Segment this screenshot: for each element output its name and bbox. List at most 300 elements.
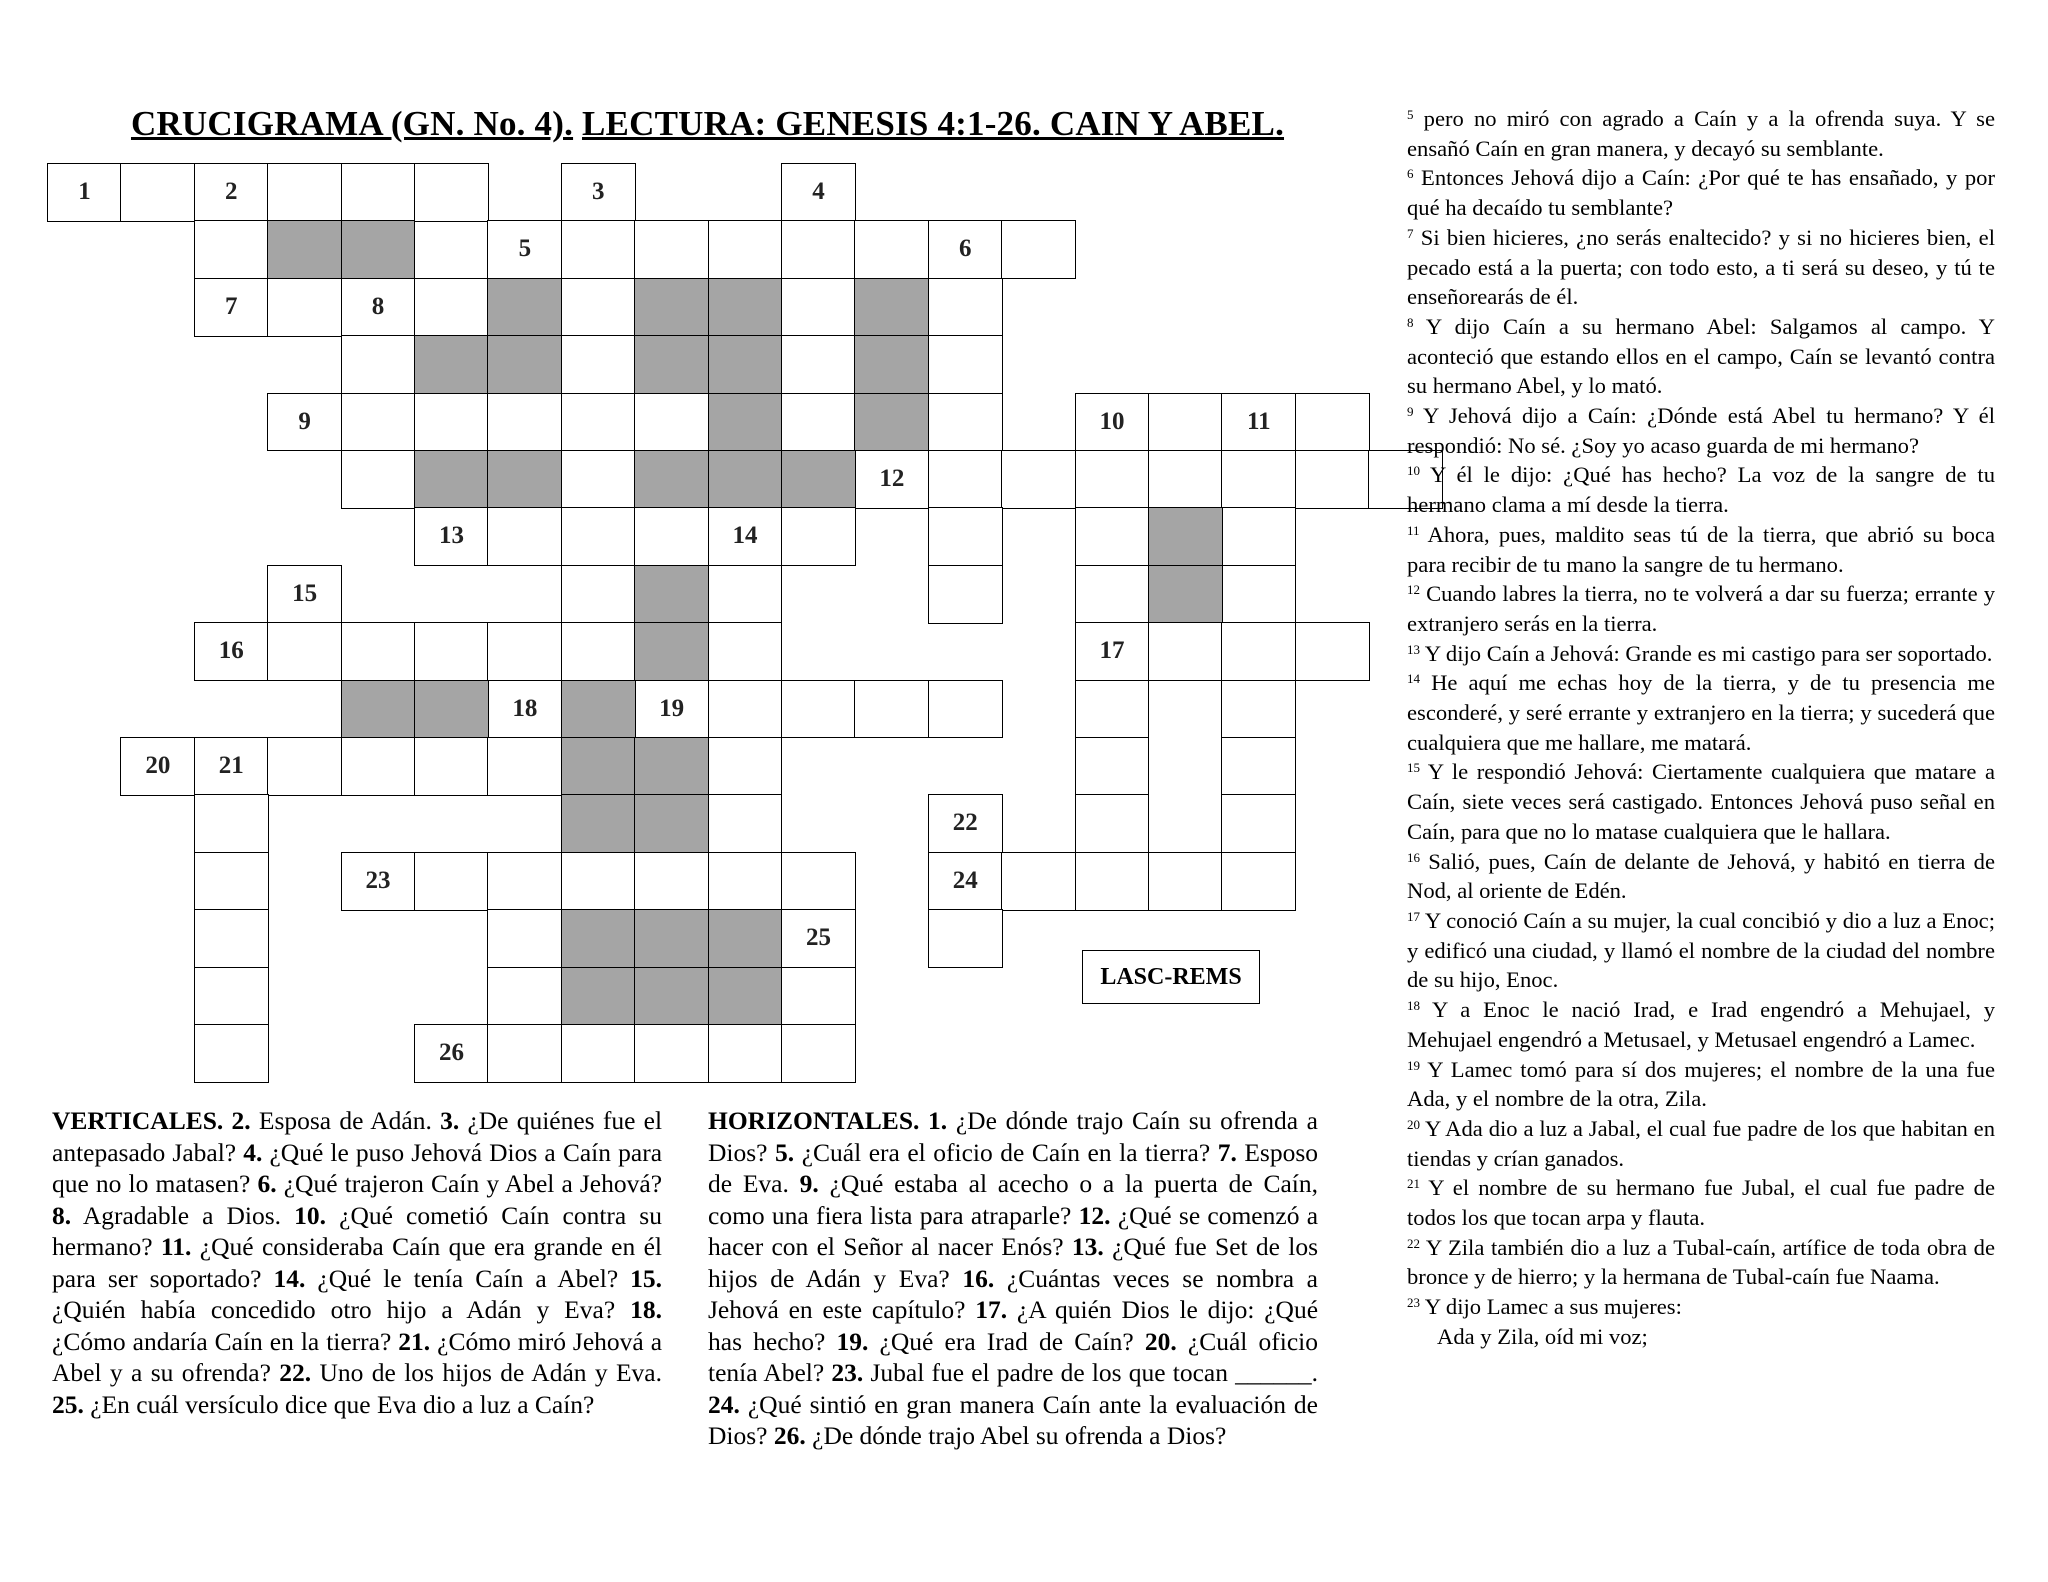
clue-number: 2	[224, 178, 238, 205]
crossword-cell[interactable]	[928, 909, 1003, 968]
crossword-cell[interactable]	[928, 680, 1003, 739]
crossword-cell[interactable]	[1075, 450, 1150, 509]
verse-text: Y Ada dio a luz a Jabal, el cual fue padre de los que habitan en tiendas y crían ganados.	[1407, 1115, 1995, 1171]
verse-number: 19	[1407, 1057, 1420, 1073]
crossword-cell[interactable]	[781, 163, 856, 222]
crossword-cell[interactable]	[781, 507, 856, 566]
verse-text: He aquí me echas hoy de la tierra, y de tu presencia me esconderé, y seré errante y extranjero en la tierra; y sucederá que cualquiera que me hallare, me matará.	[1407, 670, 1995, 755]
verse	[1407, 906, 1995, 995]
crossword-cell[interactable]	[487, 909, 562, 968]
shaded-cell	[561, 794, 636, 853]
clue-text: ¿De dónde trajo Abel su ofrenda a Dios?	[812, 1421, 1227, 1450]
clue-text: ¿Qué trajeron Caín y Abel a Jehová?	[283, 1169, 663, 1198]
verse-continuation: Ada y Zila, oíd mi voz;	[1437, 1323, 1648, 1349]
crossword-cell[interactable]	[267, 163, 342, 222]
shaded-cell	[1148, 565, 1223, 624]
crossword-cell[interactable]	[267, 622, 342, 681]
crossword-cell[interactable]	[194, 909, 269, 968]
shaded-cell	[341, 220, 416, 279]
crossword-cell[interactable]	[194, 737, 269, 796]
crossword-cell[interactable]	[561, 622, 636, 681]
crossword-cell[interactable]	[781, 967, 856, 1026]
clue-label: 8.	[52, 1200, 72, 1230]
verse	[1407, 104, 1995, 163]
crossword-cell[interactable]	[1221, 507, 1296, 566]
shaded-cell	[487, 450, 562, 509]
clue-label: 18.	[630, 1295, 663, 1324]
crossword-cell[interactable]	[561, 220, 636, 279]
verse-number: 13	[1407, 641, 1420, 657]
shaded-cell	[854, 393, 929, 452]
shaded-cell	[634, 622, 709, 681]
crossword-cell[interactable]	[194, 220, 269, 279]
crossword-cell[interactable]	[1295, 450, 1370, 509]
crossword-cell[interactable]	[341, 393, 416, 452]
crossword-cell[interactable]	[634, 680, 709, 739]
vertical-clues	[52, 1105, 662, 1420]
verse-number: 5	[1407, 107, 1414, 122]
verse-number: 12	[1407, 582, 1420, 598]
clue-number: 21	[218, 752, 244, 779]
verse	[1407, 757, 1995, 846]
crossword-cell[interactable]	[708, 737, 783, 796]
clue-label: 7.	[1217, 1137, 1237, 1167]
crossword-cell[interactable]	[561, 507, 636, 566]
clue-text: ¿Qué era Irad de Caín?	[879, 1326, 1134, 1356]
clue-label: 26.	[773, 1421, 806, 1450]
crossword-cell[interactable]	[487, 737, 562, 796]
crossword-cell[interactable]	[1221, 737, 1296, 796]
crossword-cell[interactable]	[341, 163, 416, 222]
clues-heading: VERTICALES.	[52, 1106, 224, 1135]
shaded-cell	[634, 565, 709, 624]
crossword-cell[interactable]	[194, 794, 269, 853]
verse	[1407, 312, 1995, 401]
title-part-1: CRUCIGRAMA (GN. No. 4).	[130, 104, 574, 143]
crossword-cell[interactable]	[1221, 680, 1296, 739]
clue-text: Jubal fue el padre de los que tocan ______.	[870, 1358, 1319, 1387]
clue-number: 17	[1099, 637, 1125, 665]
verse-text: Ahora, pues, maldito seas tú de la tierra, que abrió su boca para recibir de tu mano la sangre de tu hermano.	[1407, 521, 1995, 577]
shaded-cell	[634, 737, 709, 796]
verse-number: 10	[1407, 463, 1420, 479]
crossword-cell[interactable]	[267, 565, 342, 624]
horizontal-clues	[708, 1105, 1318, 1452]
crossword-cell[interactable]	[854, 680, 929, 739]
clue-text: ¿Qué cometió Caín contra su hermano?	[52, 1200, 662, 1261]
clue-text: ¿Cómo miró Jehová a Abel y a su ofrenda?	[52, 1326, 663, 1387]
crossword-cell[interactable]	[708, 680, 783, 739]
clue-number: 7	[224, 292, 238, 320]
verse-text: Y Jehová dijo a Caín: ¿Dónde está Abel tu hermano? Y él respondió: No sé. ¿Soy yo acaso guarda de mi hermano?	[1407, 403, 1995, 458]
clue-text: ¿Qué se comenzó a hacer con el Señor al nacer Enós?	[708, 1200, 1319, 1261]
crossword-cell[interactable]	[341, 335, 416, 394]
clue-text: ¿Quién había concedido otro hijo a Adán y Eva?	[52, 1295, 616, 1324]
clue-text: Esposo de Eva.	[708, 1137, 1319, 1198]
clue-label: 21.	[398, 1326, 431, 1356]
verse-text: Y a Enoc le nació Irad, e Irad engendró a Mehujael, y Mehujael engendró a Metusael, y Metusael engendró a Lamec.	[1407, 997, 1995, 1052]
crossword-cell[interactable]	[708, 1024, 783, 1083]
crossword-cell[interactable]	[1148, 622, 1223, 681]
crossword-cell[interactable]	[120, 737, 195, 796]
verse-text: Salió, pues, Caín de delante de Jehová, y habitó en tierra de Nod, al oriente de Edén.	[1407, 848, 1995, 904]
clue-number: 12	[879, 465, 905, 492]
verse	[1407, 668, 1995, 757]
verse	[1407, 1114, 1995, 1173]
clue-text: ¿En cuál versículo dice que Eva dio a luz a Caín?	[90, 1389, 595, 1419]
shaded-cell	[708, 450, 783, 509]
clue-text: ¿Qué le puso Jehová Dios a Caín para que no lo matasen?	[52, 1137, 663, 1198]
shaded-cell	[781, 450, 856, 509]
crossword-cell[interactable]	[414, 393, 489, 452]
crossword-cell[interactable]	[1001, 220, 1076, 279]
shaded-cell	[341, 680, 416, 739]
clue-number: 24	[952, 866, 978, 894]
crossword-cell[interactable]	[1221, 450, 1296, 509]
clue-label: 6.	[257, 1169, 277, 1198]
crossword-cell[interactable]	[854, 220, 929, 279]
crossword-cell[interactable]	[854, 450, 929, 509]
clue-text: ¿Cuántas veces se nombra a Jehová en este capítulo?	[708, 1263, 1319, 1324]
crossword-cell[interactable]	[708, 622, 783, 681]
clue-text: ¿De quiénes fue el antepasado Jabal?	[52, 1106, 663, 1167]
verse-number: 8	[1407, 314, 1414, 330]
crossword-cell[interactable]	[487, 393, 562, 452]
crossword-cell[interactable]	[341, 852, 416, 911]
verse	[1407, 995, 1995, 1054]
crossword-cell[interactable]	[634, 1024, 709, 1083]
shaded-cell	[487, 278, 562, 337]
clue-text: ¿A quién Dios le dijo: ¿Qué has hecho?	[708, 1295, 1319, 1356]
crossword-cell[interactable]	[634, 393, 709, 452]
crossword-cell[interactable]	[194, 622, 269, 681]
crossword-cell[interactable]	[781, 220, 856, 279]
crossword-cell[interactable]	[928, 565, 1003, 624]
verse	[1407, 223, 1995, 312]
shaded-cell	[634, 450, 709, 509]
crossword-cell[interactable]	[708, 507, 783, 566]
crossword-cell[interactable]	[1075, 794, 1150, 853]
shaded-cell	[854, 278, 929, 337]
verse	[1407, 1173, 1995, 1232]
crossword-cell[interactable]	[1075, 737, 1150, 796]
crossword-cell[interactable]	[928, 220, 1003, 279]
crossword-cell[interactable]	[561, 335, 636, 394]
verse-text: Y dijo Caín a Jehová: Grande es mi castigo para ser soportado.	[1420, 640, 1993, 666]
clue-label: 17.	[975, 1295, 1008, 1324]
clue-number: 19	[659, 694, 685, 722]
verse-number: 18	[1407, 998, 1420, 1014]
verse	[1407, 460, 1995, 519]
crossword-cell[interactable]	[341, 737, 416, 796]
crossword-cell[interactable]	[1295, 622, 1370, 681]
crossword-cell[interactable]	[928, 450, 1003, 509]
shaded-cell	[267, 220, 342, 279]
verse-text: Y dijo Caín a su hermano Abel: Salgamos al campo. Y aconteció que estando ellos en el campo, Caín se levantó contra su hermano Abel, y lo mató.	[1407, 313, 1995, 399]
bible-reading	[1407, 104, 1995, 1352]
clue-text: ¿Qué fue Set de los hijos de Adán y Eva?	[708, 1232, 1319, 1293]
clue-label: 16.	[962, 1263, 995, 1293]
crossword-cell[interactable]	[1075, 507, 1150, 566]
clue-text: Agradable a Dios.	[82, 1200, 282, 1230]
clue-label: 9.	[799, 1169, 819, 1198]
shaded-cell	[634, 967, 709, 1026]
clue-text: ¿Cómo andaría Caín en la tierra?	[52, 1326, 392, 1356]
clue-label: 19.	[836, 1326, 869, 1356]
clue-label: 22.	[279, 1358, 312, 1387]
shaded-cell	[487, 335, 562, 394]
crossword-cell[interactable]	[634, 220, 709, 279]
shaded-cell	[561, 680, 636, 739]
crossword-cell[interactable]	[781, 1024, 856, 1083]
clue-number: 1	[78, 178, 91, 205]
clue-number: 4	[812, 178, 825, 205]
crossword-cell[interactable]	[561, 1024, 636, 1083]
clue-text: ¿Qué sintió en gran manera Caín ante la evaluación de Dios?	[708, 1389, 1318, 1450]
crossword-cell[interactable]	[708, 852, 783, 911]
verse	[1407, 1292, 1995, 1322]
clue-label: 14.	[273, 1263, 306, 1293]
verse	[1407, 579, 1995, 638]
crossword-cell[interactable]	[928, 335, 1003, 394]
crossword-cell[interactable]	[1148, 393, 1223, 452]
verse-number: 6	[1407, 166, 1414, 182]
crossword-cell[interactable]	[1295, 393, 1370, 452]
verse-number: 7	[1407, 225, 1414, 241]
shaded-cell	[414, 450, 489, 509]
verse-text: Y Lamec tomó para sí dos mujeres; el nombre de la una fue Ada, y el nombre de la otra, Zila.	[1407, 1056, 1995, 1112]
crossword-cell[interactable]	[267, 278, 342, 337]
clue-label: 23.	[831, 1358, 864, 1387]
verse	[1407, 401, 1995, 460]
clue-number: 26	[438, 1039, 464, 1066]
crossword-cell[interactable]	[561, 450, 636, 509]
clue-label: 15.	[630, 1263, 663, 1293]
crossword-cell[interactable]	[1148, 450, 1223, 509]
crossword-cell[interactable]	[561, 852, 636, 911]
clue-label: 11.	[160, 1232, 192, 1261]
clue-text: ¿Qué le tenía Caín a Abel?	[317, 1263, 619, 1293]
verse-number: 14	[1407, 671, 1420, 687]
crossword-cell[interactable]	[781, 680, 856, 739]
crossword-cell[interactable]	[341, 278, 416, 337]
shaded-cell	[414, 335, 489, 394]
verse-text: Y él le dijo: ¿Qué has hecho? La voz de la sangre de tu hermano clama a mí desde la tierra.	[1407, 462, 1995, 518]
shaded-cell	[634, 909, 709, 968]
clue-label: 5.	[775, 1137, 795, 1167]
clue-text: ¿Qué estaba al acecho o a la puerta de Caín, como una fiera lista para atraparle?	[708, 1169, 1319, 1230]
crossword-cell[interactable]	[487, 680, 562, 739]
shaded-cell	[561, 967, 636, 1026]
shaded-cell	[708, 335, 783, 394]
verse-text: Y le respondió Jehová: Ciertamente cualquiera que matare a Caín, siete veces será castigado. Entonces Jehová puso señal en Caín, para que no lo matase cualquiera que le hallara.	[1407, 759, 1995, 844]
clue-text: ¿De dónde trajo Caín su ofrenda a Dios?	[708, 1106, 1318, 1167]
clue-number: 11	[1247, 407, 1271, 435]
crossword-cell[interactable]	[708, 220, 783, 279]
crossword-cell[interactable]	[487, 1024, 562, 1083]
clue-label: 1.	[928, 1106, 948, 1135]
crossword-cell[interactable]	[1221, 393, 1296, 452]
verse-text: Y dijo Lamec a sus mujeres:	[1420, 1294, 1682, 1320]
crossword-cell[interactable]	[928, 393, 1003, 452]
crossword-cell[interactable]	[414, 852, 489, 911]
crossword-cell[interactable]	[341, 622, 416, 681]
verse	[1407, 847, 1995, 906]
clue-number: 5	[518, 235, 532, 263]
crossword-cell[interactable]	[194, 1024, 269, 1083]
crossword-cell[interactable]	[781, 335, 856, 394]
clue-number: 9	[298, 407, 311, 435]
shaded-cell	[708, 278, 783, 337]
clue-number: 22	[952, 809, 978, 837]
crossword-cell[interactable]	[781, 393, 856, 452]
crossword-cell[interactable]	[487, 220, 562, 279]
clue-text: Esposa de Adán.	[258, 1106, 432, 1135]
clue-number: 25	[805, 924, 831, 952]
clue-number: 23	[365, 866, 391, 894]
clue-text: ¿Cuál oficio tenía Abel?	[708, 1326, 1319, 1387]
crossword-cell[interactable]	[194, 852, 269, 911]
crossword-cell[interactable]	[487, 967, 562, 1026]
crossword-cell[interactable]	[194, 163, 269, 222]
clues-heading: HORIZONTALES.	[708, 1106, 920, 1135]
shaded-cell	[561, 909, 636, 968]
clue-number: 8	[371, 292, 385, 320]
crossword-cell[interactable]	[414, 278, 489, 337]
shaded-cell	[634, 278, 709, 337]
shaded-cell	[561, 737, 636, 796]
verse-number: 21	[1407, 1176, 1420, 1192]
verse-text: Y conoció Caín a su mujer, la cual concibió y dio a luz a Enoc; y edificó una ciudad, y llamó el nombre de la ciudad del nombre de su hijo, Enoc.	[1407, 907, 1995, 993]
crossword-cell[interactable]	[928, 507, 1003, 566]
shaded-cell	[708, 393, 783, 452]
crossword-cell[interactable]	[341, 450, 416, 509]
crossword-cell[interactable]	[708, 794, 783, 853]
clue-label: 12.	[1078, 1200, 1111, 1230]
crossword-cell[interactable]	[781, 909, 856, 968]
verse	[1407, 163, 1995, 222]
crossword-cell[interactable]	[487, 852, 562, 911]
crossword-cell[interactable]	[1221, 622, 1296, 681]
verse-text: Entonces Jehová dijo a Caín: ¿Por qué te has ensañado, y por qué ha decaído tu semblante?	[1407, 165, 1995, 221]
crossword-cell[interactable]	[928, 852, 1003, 911]
verse-number: 9	[1407, 404, 1414, 420]
crossword-cell[interactable]	[561, 393, 636, 452]
crossword-cell[interactable]	[414, 737, 489, 796]
clue-number: 13	[438, 522, 464, 550]
verse-text: pero no miró con agrado a Caín y a la ofrenda suya. Y se ensañó Caín en gran manera, y decayó su semblante.	[1407, 106, 1995, 161]
clue-label: 2.	[231, 1106, 251, 1135]
clue-label: 3.	[440, 1106, 460, 1135]
verse-number: 16	[1407, 849, 1420, 865]
clue-number: 10	[1099, 407, 1125, 435]
verse-text: Y el nombre de su hermano fue Jubal, el cual fue padre de todos los que tocan arpa y flauta.	[1407, 1175, 1995, 1231]
clue-number: 16	[218, 637, 244, 665]
crossword-cell[interactable]	[634, 507, 709, 566]
crossword-cell[interactable]	[120, 163, 195, 222]
crossword-cell[interactable]	[414, 507, 489, 566]
verse-text: Si bien hicieres, ¿no serás enaltecido? y si no hicieres bien, el pecado está a la puerta; con todo esto, a ti será su deseo, y tú te enseñorearás de él.	[1407, 224, 1995, 310]
crossword-cell[interactable]	[1075, 680, 1150, 739]
crossword-cell[interactable]	[414, 1024, 489, 1083]
verse-number: 20	[1407, 1116, 1420, 1132]
crossword-cell[interactable]	[267, 737, 342, 796]
title-part-2: LECTURA: GENESIS 4:1-26. CAIN Y ABEL.	[582, 104, 1285, 143]
crossword-cell[interactable]	[1148, 852, 1223, 911]
crossword-cell[interactable]	[561, 278, 636, 337]
clue-number: 6	[958, 235, 972, 263]
crossword-cell[interactable]	[487, 507, 562, 566]
verse-number: 15	[1407, 760, 1420, 776]
shaded-cell	[634, 794, 709, 853]
crossword-cell[interactable]	[194, 967, 269, 1026]
clue-label: 10.	[294, 1200, 327, 1230]
crossword-cell[interactable]	[1001, 852, 1076, 911]
crossword-cell[interactable]	[487, 622, 562, 681]
crossword-cell[interactable]	[634, 852, 709, 911]
shaded-cell	[708, 909, 783, 968]
clue-text: ¿Cuál era el oficio de Caín en la tierra?	[801, 1137, 1211, 1167]
clue-number: 18	[512, 694, 538, 722]
verse	[1407, 1055, 1995, 1114]
clue-label: 4.	[243, 1137, 263, 1167]
clue-label: 13.	[1071, 1232, 1104, 1261]
verse-text: Cuando labres la tierra, no te volverá a dar su fuerza; errante y extranjero serás en la tierra.	[1407, 581, 1995, 636]
crossword-cell[interactable]	[1075, 393, 1150, 452]
clue-number: 20	[145, 752, 171, 779]
crossword-cell[interactable]	[561, 565, 636, 624]
crossword-cell[interactable]	[1221, 565, 1296, 624]
crossword-cell[interactable]	[1221, 852, 1296, 911]
crossword-cell[interactable]	[194, 278, 269, 337]
clue-text: Uno de los hijos de Adán y Eva.	[319, 1358, 663, 1387]
verse-number: 23	[1407, 1295, 1420, 1311]
verse-number: 22	[1407, 1235, 1420, 1251]
crossword-cell[interactable]	[1075, 622, 1150, 681]
crossword-cell[interactable]	[1075, 565, 1150, 624]
verse-number: 11	[1407, 522, 1420, 538]
clue-number: 3	[591, 178, 605, 205]
crossword-cell[interactable]	[414, 163, 489, 222]
verse-text: Y Zila también dio a luz a Tubal-caín, artífice de toda obra de bronce y de hierro; y la hermana de Tubal-caín fue Naama.	[1407, 1234, 1995, 1290]
page-title	[100, 104, 1315, 144]
crossword-cell[interactable]	[561, 163, 636, 222]
shaded-cell	[708, 967, 783, 1026]
crossword-cell[interactable]	[267, 393, 342, 452]
clue-label: 24.	[708, 1389, 740, 1419]
shaded-cell	[634, 335, 709, 394]
verse-number: 17	[1407, 908, 1420, 924]
clue-number: 15	[292, 579, 318, 607]
crossword-cell[interactable]	[1001, 450, 1076, 509]
verse	[1407, 639, 1995, 669]
crossword-cell[interactable]	[1075, 852, 1150, 911]
crossword-cell[interactable]	[414, 622, 489, 681]
crossword-cell[interactable]	[781, 852, 856, 911]
crossword-cell[interactable]	[1221, 794, 1296, 853]
crossword-cell[interactable]	[928, 794, 1003, 853]
clue-text: ¿Qué consideraba Caín que era grande en él para ser soportado?	[52, 1232, 663, 1293]
shaded-cell	[1148, 507, 1223, 566]
verse	[1407, 1233, 1995, 1292]
shaded-cell	[414, 680, 489, 739]
crossword-cell[interactable]	[708, 565, 783, 624]
clue-label: 25.	[52, 1389, 84, 1419]
author-tag: LASC-REMS	[1082, 950, 1260, 1004]
crossword-cell[interactable]	[928, 278, 1003, 337]
crossword-cell[interactable]	[781, 278, 856, 337]
crossword-cell[interactable]	[47, 163, 122, 222]
